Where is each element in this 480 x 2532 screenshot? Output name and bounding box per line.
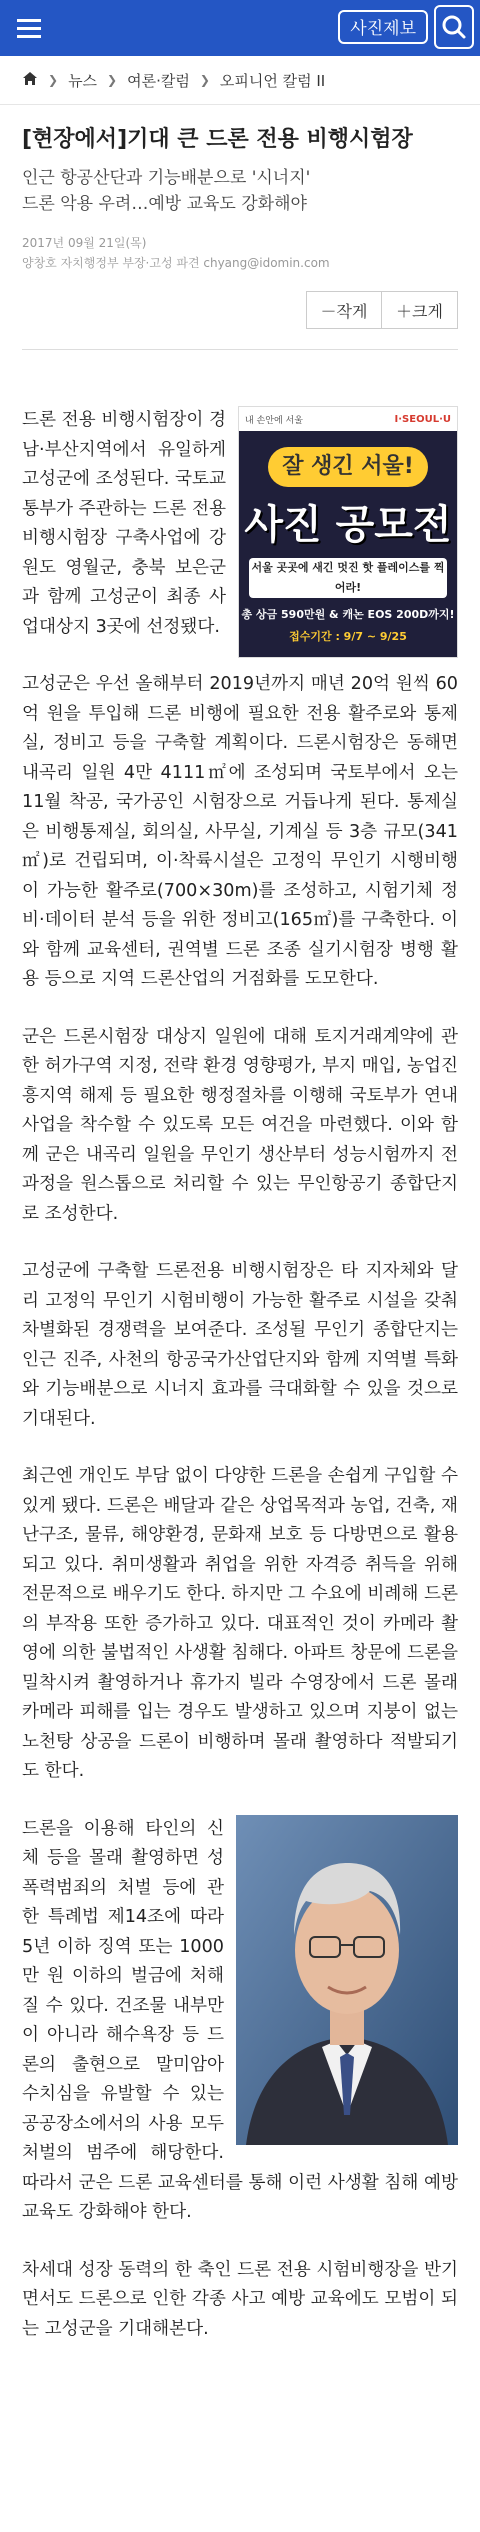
- menu-icon[interactable]: [6, 5, 52, 51]
- article-paragraph: 최근엔 개인도 부담 없이 다양한 드론을 손쉽게 구입할 수 있게 됐다. 드론은 배달과 같은 상업목적과 농업, 건축, 재난구조, 물류, 해양환경, 문화재 보호 등 다방면으로 활용되고 있다. 취미생활과 취업을 위한 자격증 취득을 위해 전문적으로 배우기도 한다. 하지만 그 수요에 비례해 드론의 부작용 또한 증가하고 있다. 대표적인 것이 카메라 촬영에 의한 불법적인 사생활 침해다. 아파트 창문에 드론을 밀착시켜 촬영하거나 휴가지 빌라 수영장에서 드론 몰래카메라 피해를 입는 경우도 발생하고 있으며 지붕이 없는 노천탕 상공을 드론이 비행하며 몰래 촬영하다 적발되기도 한다.: [22, 1466, 458, 1781]
- article-subtitle: [22, 165, 458, 217]
- ad-line: 서울 곳곳에 새긴 멋진 핫 플레이스를 찍어라!: [249, 558, 447, 598]
- advertisement-banner[interactable]: [238, 406, 458, 658]
- seoul-logo: I·SEOUL·U: [394, 413, 451, 425]
- article-paragraph: 군은 드론시험장 대상지 일원에 대해 토지거래계약에 관한 허가구역 지정, 전략 환경 영향평가, 부지 매입, 농업진흥지역 해제 등 필요한 행정절차를 이행해 국토부가 연내 사업을 착수할 수 있도록 모든 여건을 마련했다. 이와 함께 군은 내곡리 일원을 무인기 생산부터 성능시험까지 전 과정을 원스톱으로 처리할 수 있는 무인항공기 종합단지로 조성한다.: [22, 1026, 458, 1224]
- article-paragraph: 차세대 성장 동력의 한 축인 드론 전용 시험비행장을 반기면서도 드론으로 인한 각종 사고 예방 교육에도 모범이 되는 고성군을 기대해본다.: [22, 2259, 458, 2339]
- article-title: [현장에서]기대 큰 드론 전용 비행시험장: [22, 127, 413, 152]
- subtitle-line: 드론 악용 우려…예방 교육도 강화해야: [22, 194, 307, 214]
- breadcrumb-news[interactable]: 뉴스: [68, 71, 98, 90]
- author-photo: [236, 1815, 458, 2145]
- article-paragraph: 고성군은 우선 올해부터 2019년까지 매년 20억 원씩 60억 원을 투입해 드론 비행에 필요한 전용 활주로와 통제실, 정비고 등을 구축할 계획이다. 드론시험장은 동해면 내곡리 일원 4만 4111㎡에 조성되며 국토부에서 오는 11월 착공, 국가공인 시험장으로 거듭나게 된다. 통제실은 비행통제실, 회의실, 사무실, 기계실 등 3층 규모(341㎡)로 건립되며, 이·착륙시설은 고정익 무인기 시행비행이 가능한 활주로(700×30m)를 조성하고, 시험기체 정비·데이터 분석 등을 위한 정비고(165㎡)를 구축한다. 이와 함께 교육센터, 권역별 드론 조종 실기시험장 병행 활용 등으로 지역 드론산업의 거점화를 도모한다.: [22, 674, 458, 989]
- article-paragraph: 고성군에 구축할 드론전용 비행시험장은 타 지자체와 달리 고정익 무인기 시험비행이 가능한 활주로 시설을 갖춰 차별화된 경쟁력을 보여준다. 조성될 무인기 종합단지는 인근 진주, 사천의 항공국가산업단지와 함께 지역별 특화와 기능배분으로 시너지 효과를 극대화할 수 있을 것으로 기대된다.: [22, 1261, 458, 1429]
- ad-headline: 사진 공모전: [244, 502, 452, 548]
- ad-top-left: 내 손안에 서울: [245, 415, 303, 426]
- article-date: 2017년 09월 21일(목): [22, 236, 147, 250]
- ad-bubble: 잘 생긴 서울!: [268, 447, 428, 487]
- ad-top-bar: [239, 407, 457, 431]
- chevron-right-icon: ❯: [199, 73, 210, 87]
- font-smaller-button[interactable]: －작게: [306, 291, 382, 329]
- chevron-right-icon: ❯: [107, 73, 118, 87]
- search-icon[interactable]: [434, 5, 474, 49]
- article-body: [0, 350, 480, 2344]
- breadcrumb: [0, 56, 480, 105]
- font-larger-button[interactable]: ＋크게: [382, 291, 458, 329]
- ad-line: 접수기간 : 9/7 ~ 9/25: [289, 630, 407, 643]
- article-author: 양창호 자치행정부 부장·고성 파견 chyang@idomin.com: [22, 256, 330, 270]
- breadcrumb-column[interactable]: 오피니언 칼럼 II: [219, 71, 326, 90]
- article-meta: [22, 233, 458, 273]
- font-size-controls: [22, 291, 458, 329]
- breadcrumb-opinion[interactable]: 여론·칼럼: [127, 71, 190, 90]
- top-bar: [0, 0, 480, 56]
- home-icon[interactable]: [22, 71, 38, 90]
- chevron-right-icon: ❯: [48, 73, 59, 87]
- photo-tip-button[interactable]: 사진제보: [338, 10, 428, 44]
- article-paragraph: 드론을 이용해 타인의 신체 등을 몰래 촬영하면 성폭력범죄의 처벌 등에 관한 특례법 제14조에 따라 5년 이하 징역 또는 1000만 원 이하의 벌금에 처해질 수 있다. 건조물 내부만이 아니라 해수욕장 등 드론의 출현으로 말미암아 수치심을 유발할 수 있는 공공장소에서의 사용 모두 처벌의 범주에 해당한다. 따라서 군은 드론 교육센터를 통해 이런 사생활 침해 예방 교육도 강화해야 한다.: [22, 1818, 458, 2222]
- article-paragraph: 드론 전용 비행시험장이 경남·부산지역에서 유일하게 고성군에 조성된다. 국토교통부가 주관하는 드론 전용 비행시험장 구축사업에 강원도 영월군, 충북 보은군과 함께 고성군이 최종 사업대상지 3곳에 선정됐다.: [22, 410, 226, 637]
- subtitle-line: 인근 항공산단과 기능배분으로 '시너지': [22, 168, 311, 188]
- ad-line: 총 상금 590만원 & 캐논 EOS 200D까지!: [241, 608, 455, 621]
- article-head: [0, 105, 480, 329]
